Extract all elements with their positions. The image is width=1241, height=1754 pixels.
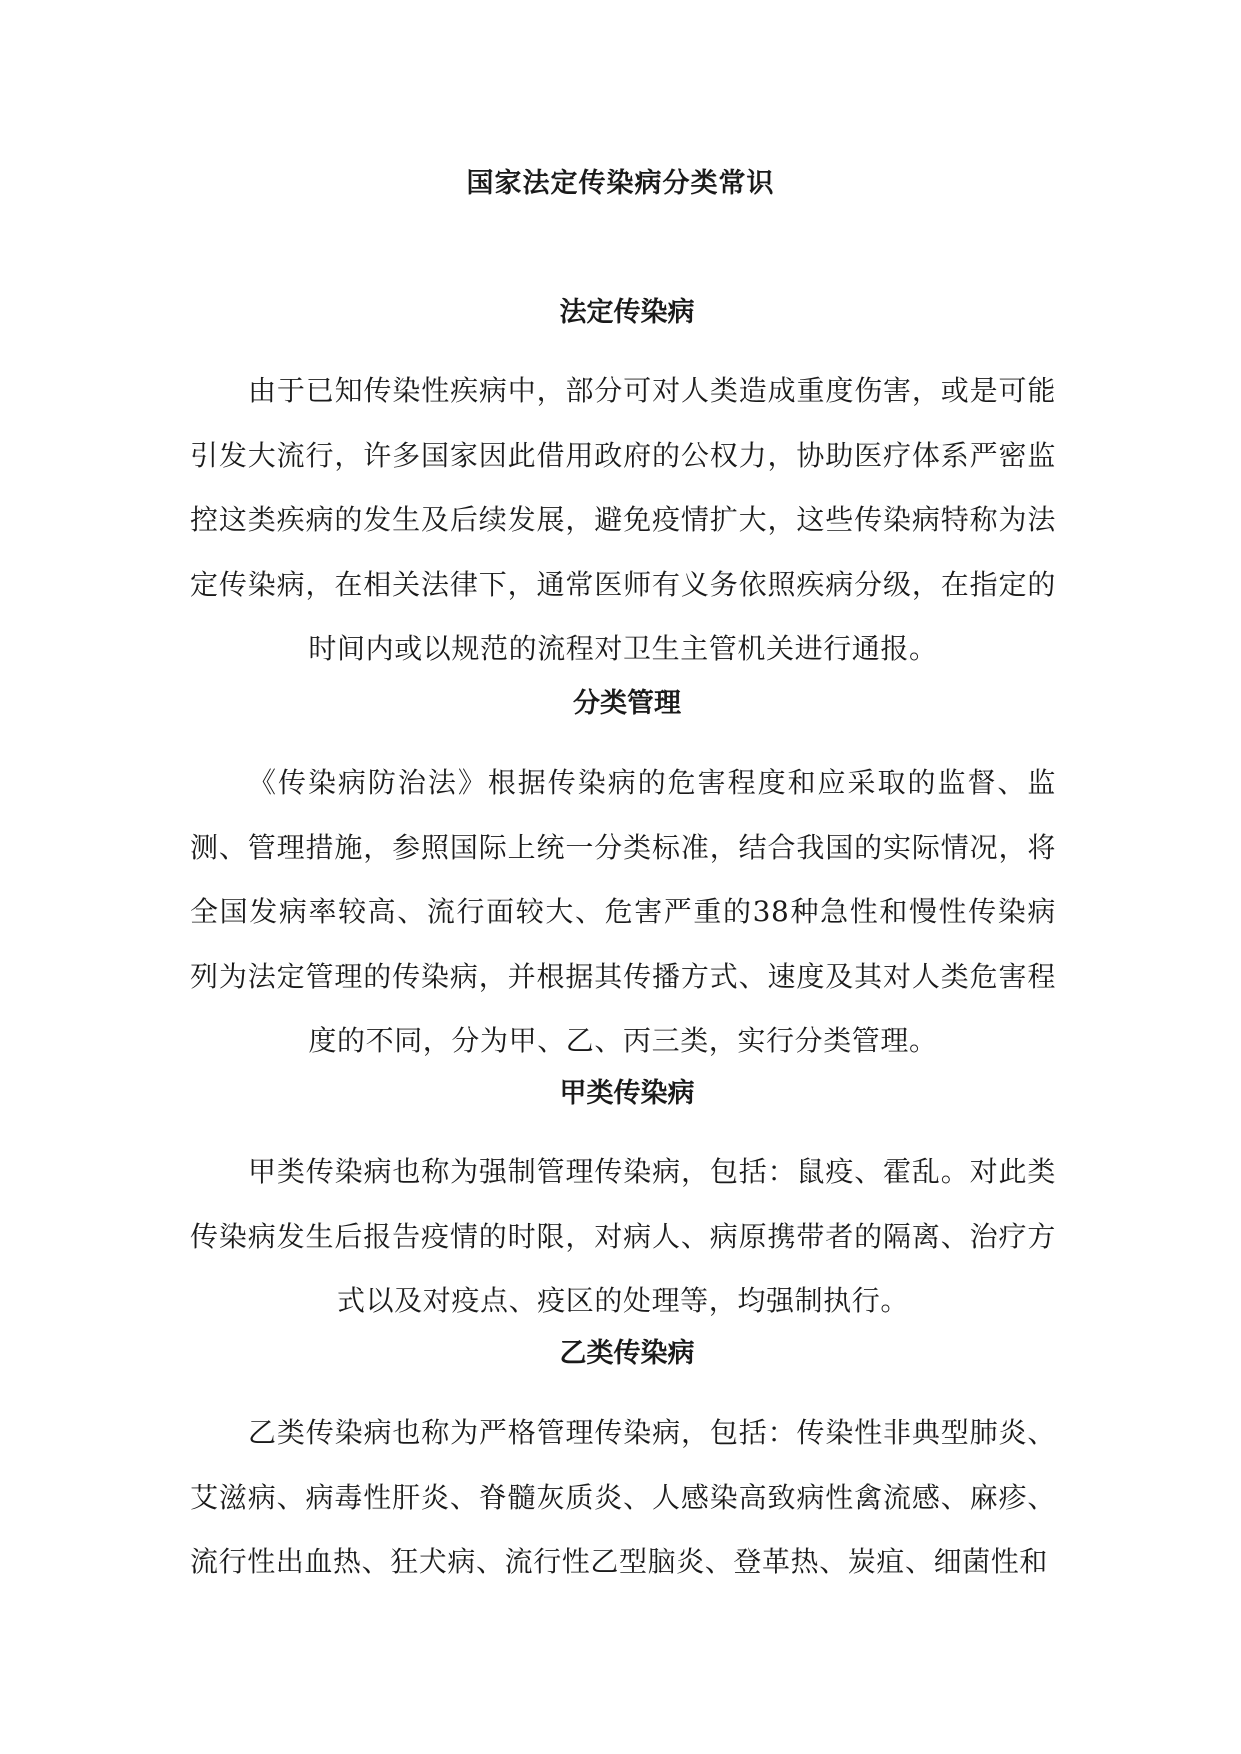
- section-paragraph: 甲类传染病也称为强制管理传染病，包括：鼠疫、霍乱。对此类传染病发生后报告疫情的时限，对病人、病原携带者的隔离、治疗方式以及对疫点、疫区的处理等，均强制执行。: [190, 1155, 1056, 1317]
- section-heading: 法定传染病: [559, 297, 695, 328]
- section-paragraph: 《传染病防治法》根据传染病的危害程度和应采取的监督、监测、管理措施，参照国际上统一分类标准，结合我国的实际情况，将全国发病率较高、流行面较大、危害严重的38种急性和慢性传染病列为法定管理的传染病，并根据其传播方式、速度及其对人类危害程度的不同，分为甲、乙、丙三类，实行分类管理。: [190, 766, 1056, 1057]
- section-classification-management: [190, 684, 1056, 1074]
- section-paragraph: 由于已知传染性疾病中，部分可对人类造成重度伤害，或是可能引发大流行，许多国家因此借用政府的公权力，协助医疗体系严密监控这类疾病的发生及后续发展，避免疫情扩大，这些传染病特称为法定传染病，在相关法律下，通常医师有义务依照疾病分级，在指定的时间内或以规范的流程对卫生主管机关进行通报。: [190, 374, 1056, 665]
- section-heading: 甲类传染病: [559, 1078, 695, 1109]
- section-heading: 乙类传染病: [559, 1338, 695, 1369]
- section-class-a-diseases: [190, 1074, 1056, 1334]
- section-legal-infectious-diseases: [190, 293, 1056, 682]
- section-paragraph: 乙类传染病也称为严格管理传染病，包括：传染性非典型肺炎、艾滋病、病毒性肝炎、脊髓灰质炎、人感染高致病性禽流感、麻疹、流行性出血热、狂犬病、流行性乙型脑炎、登革热、炭疽、细菌性和: [190, 1416, 1056, 1578]
- section-heading: 分类管理: [573, 688, 681, 719]
- document-title: 国家法定传染病分类常识: [466, 168, 775, 199]
- section-class-b-diseases: [190, 1334, 1056, 1595]
